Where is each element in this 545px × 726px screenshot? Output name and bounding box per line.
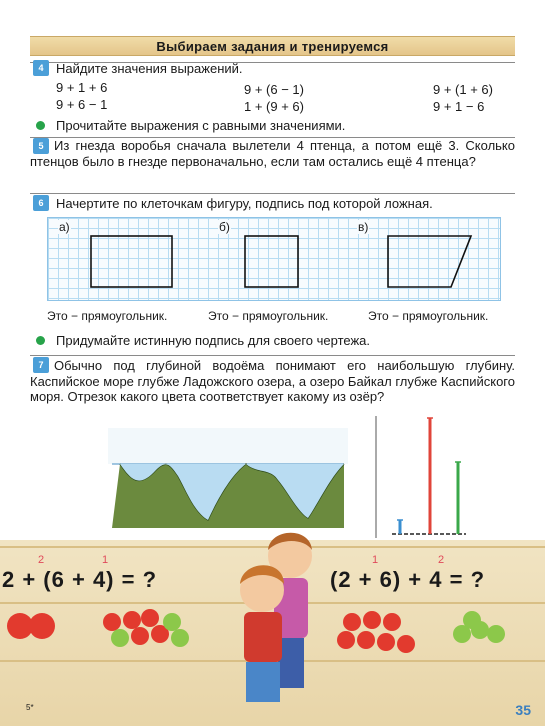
task-number-5: 5 [33,138,49,154]
expression: 9 + (6 − 1) [244,82,304,97]
order-number: 2 [438,554,445,566]
figure-c-trapezoid [388,236,471,287]
expression: 1 + (9 + 6) [244,99,304,114]
expression: 9 + 1 + 6 [56,80,108,95]
bullet-icon [36,121,45,130]
children-illustration [222,520,332,710]
bullet-icon [36,336,45,345]
page-number: 35 [515,702,531,718]
expression-left: 2 + (6 + 4) = ? [2,567,158,592]
squared-grid [47,217,501,301]
figure-label-a: а) [59,220,70,234]
expression: 9 + (1 + 6) [433,82,493,97]
order-number: 2 [38,554,45,566]
depth-bars-diagram [370,412,470,542]
divider [30,193,515,194]
figure-caption-c: Это − прямоугольник. [368,309,489,323]
section-title: Выбираем задания и тренируемся [30,36,515,56]
task-number-7: 7 [33,357,49,373]
figure-label-b: б) [219,220,230,234]
figure-caption-b: Это − прямоугольник. [208,309,329,323]
figure-label-c: в) [358,220,369,234]
expression: 9 + 6 − 1 [56,97,108,112]
task6-extra: Придумайте истинную подпись для своего чертежа. [56,333,371,348]
task4-extra: Прочитайте выражения с равными значениями. [56,118,346,133]
figures [48,218,502,302]
figure-a-rectangle [91,236,172,287]
task7-text: Обычно под глубиной водоёма понимают его наибольшую глубину. Каспийское море глубже Ладожского озера, а озеро Байкал глубже Каспийского моря. Отрезок какого цвета соответствует какому из озёр? [30,358,515,404]
apples-right [337,611,505,653]
footer-mark: 5* [26,703,34,712]
divider [30,355,515,356]
task4-prompt: Найдите значения выражений. [56,61,243,76]
figure-b-square [245,236,298,287]
task6-prompt: Начертите по клеточкам фигуру, подпись под которой ложная. [56,196,433,211]
apples-left [7,609,189,647]
expression: 9 + 1 − 6 [433,99,485,114]
task-number-6: 6 [33,195,49,211]
task-number-4: 4 [33,60,49,76]
lake-cross-section-illustration [108,428,348,528]
order-number: 1 [372,554,379,566]
order-number: 1 [102,554,109,566]
task5-text: Из гнезда воробья сначала вылетели 4 птенца, а потом ещё 3. Сколько птенцов было в гнезде первоначально, если там остались ещё 4 птенца? [30,138,515,169]
expression-right: (2 + 6) + 4 = ? [330,567,486,592]
figure-caption-a: Это − прямоугольник. [47,309,168,323]
